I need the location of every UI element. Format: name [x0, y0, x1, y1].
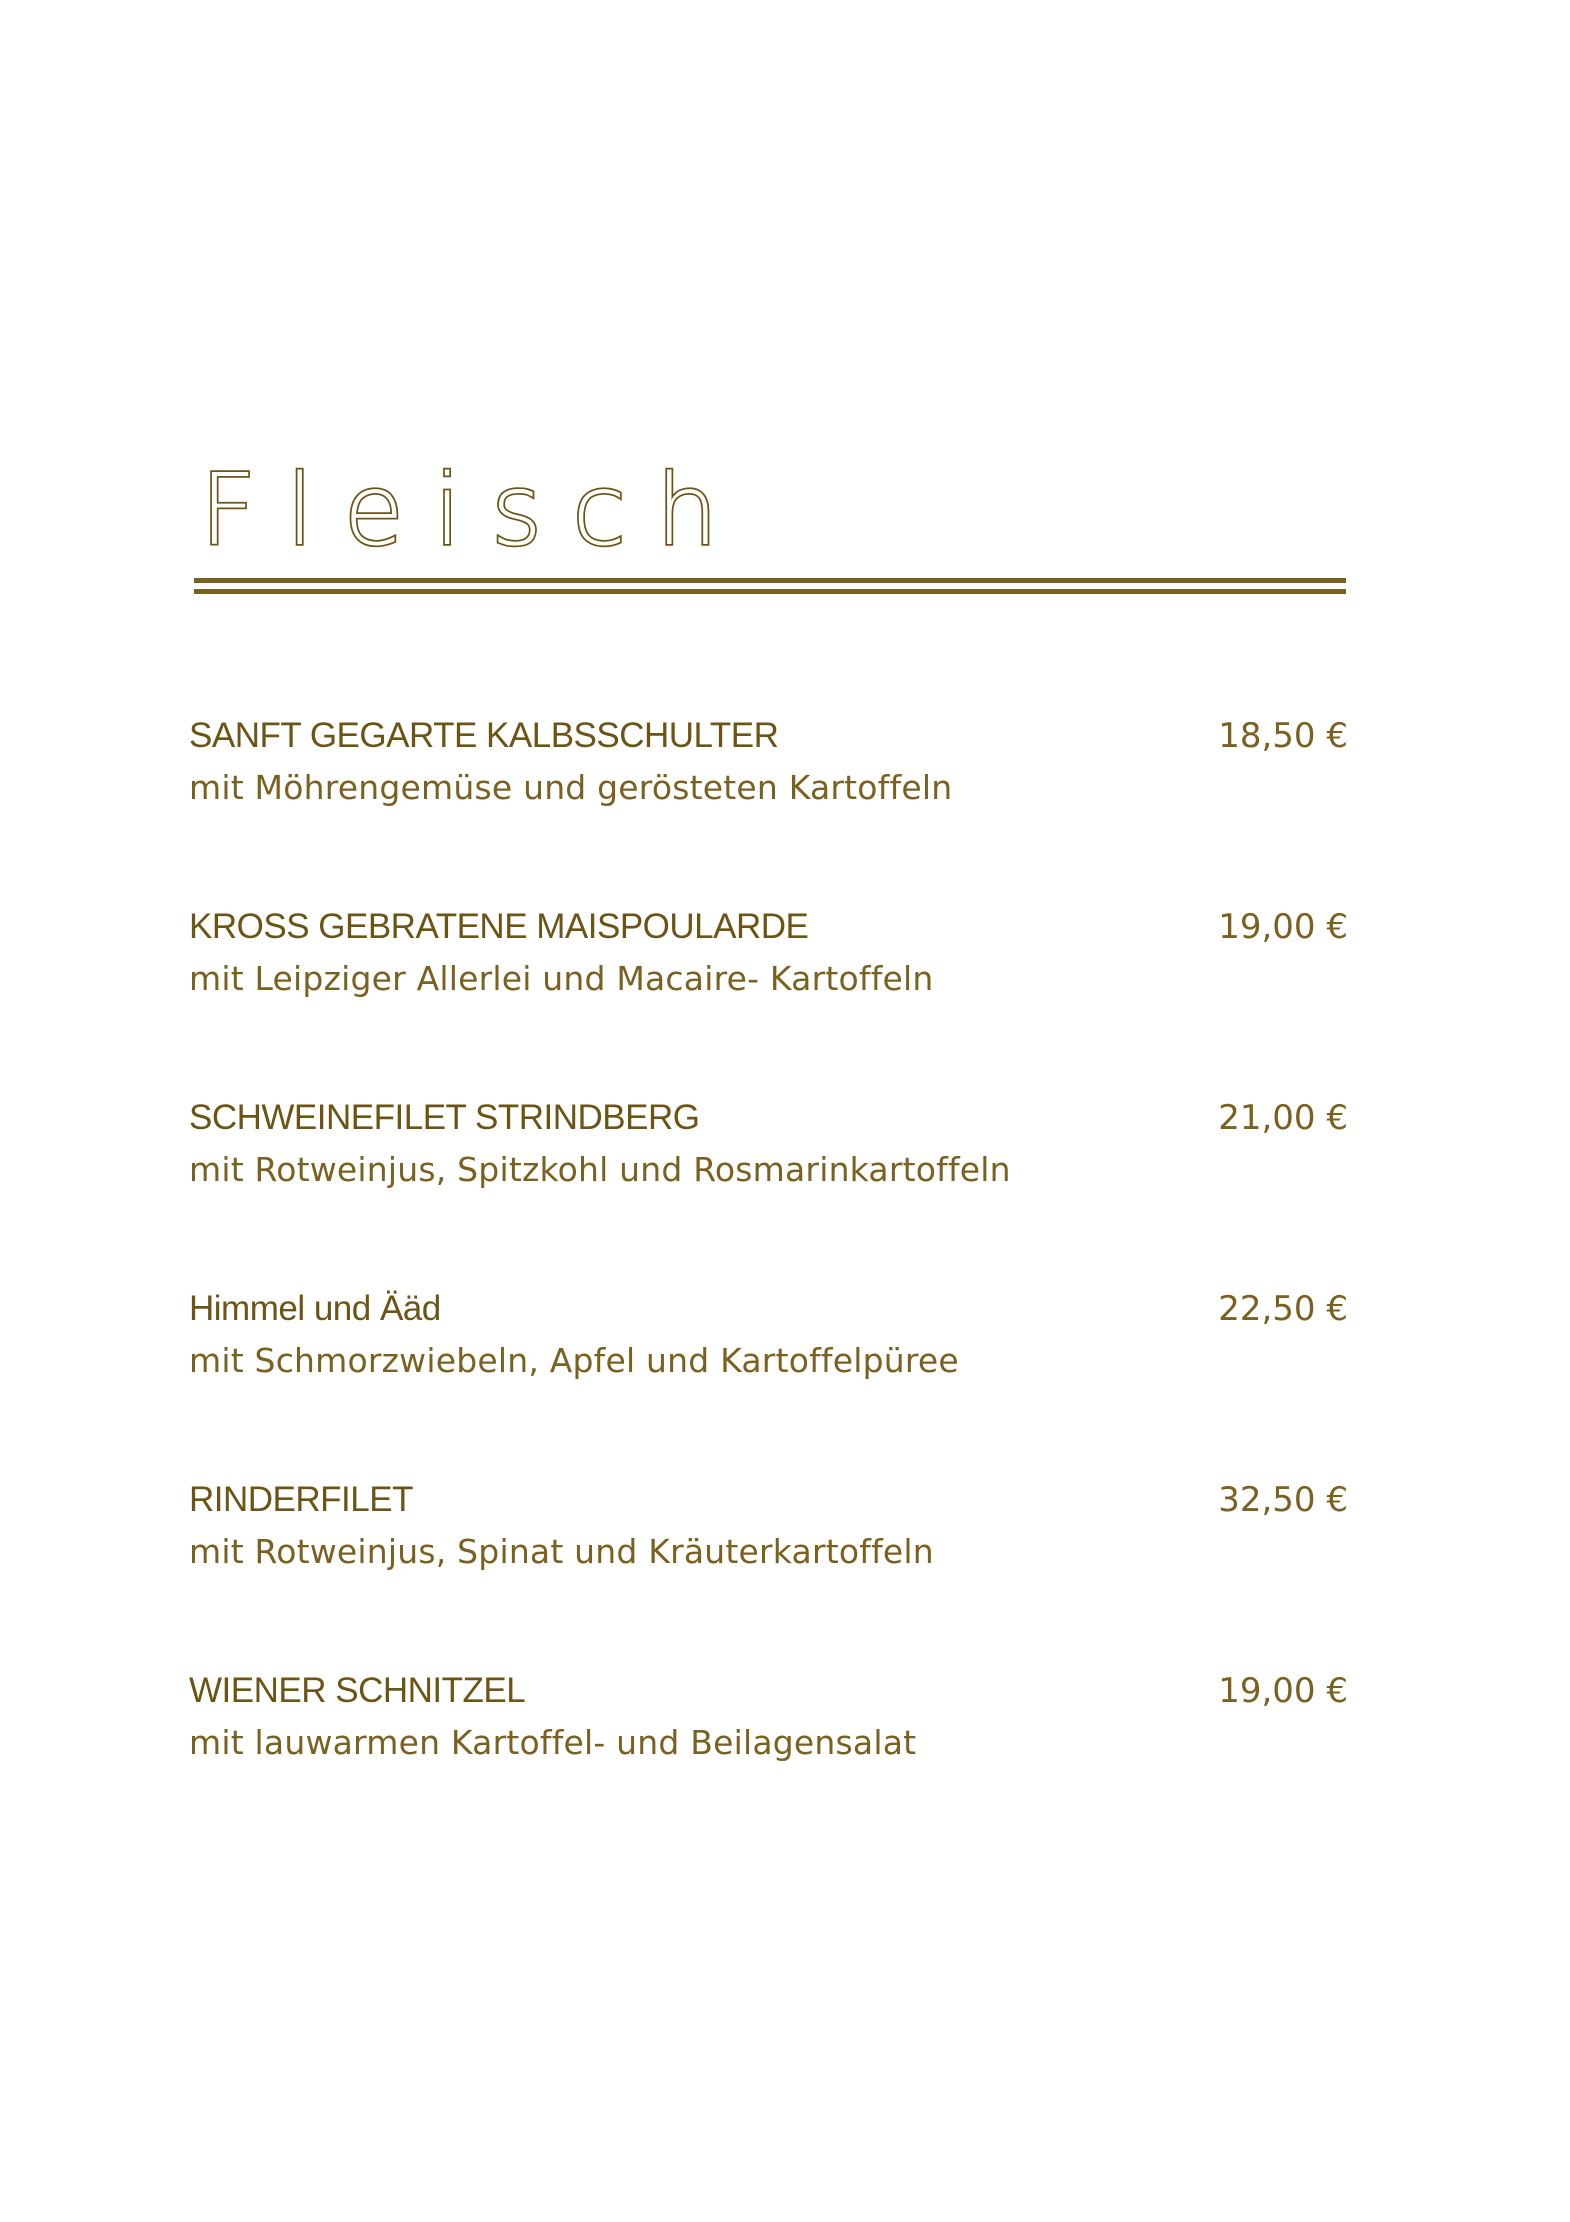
- dish-description: mit Rotweinjus, Spinat und Kräuterkartoffeln: [189, 1532, 934, 1571]
- dish-description: mit Rotweinjus, Spitzkohl und Rosmarinkartoffeln: [189, 1150, 1011, 1189]
- dish-name: RINDERFILET: [189, 1480, 413, 1519]
- dish-item: [189, 1086, 1348, 1276]
- dish-name: KROSS GEBRATENE MAISPOULARDE: [189, 907, 809, 946]
- dish-list: [189, 704, 1348, 1850]
- dish-name: Himmel und Ääd: [189, 1289, 441, 1328]
- title-divider-bottom: [194, 589, 1346, 594]
- dish-price: 19,00 €: [1218, 1671, 1348, 1711]
- title-divider-top: [194, 578, 1346, 583]
- dish-description: mit Leipziger Allerlei und Macaire- Kartoffeln: [189, 959, 934, 998]
- dish-item: [189, 895, 1348, 1085]
- dish-item: [189, 704, 1348, 894]
- dish-description: mit Möhrengemüse und gerösteten Kartoffeln: [189, 768, 953, 807]
- dish-item: [189, 1659, 1348, 1849]
- dish-description: mit Schmorzwiebeln, Apfel und Kartoffelpüree: [189, 1341, 959, 1380]
- dish-price: 18,50 €: [1218, 716, 1348, 756]
- dish-price: 21,00 €: [1218, 1098, 1348, 1138]
- dish-price: 19,00 €: [1218, 907, 1348, 947]
- section-title: Fleisch: [200, 454, 749, 568]
- dish-item: [189, 1277, 1348, 1467]
- dish-price: 32,50 €: [1218, 1480, 1348, 1520]
- dish-price: 22,50 €: [1218, 1289, 1348, 1329]
- dish-name: SANFT GEGARTE KALBSSCHULTER: [189, 716, 779, 755]
- dish-name: SCHWEINEFILET STRINDBERG: [189, 1098, 700, 1137]
- dish-name: WIENER SCHNITZEL: [189, 1671, 526, 1710]
- dish-description: mit lauwarmen Kartoffel- und Beilagensalat: [189, 1723, 917, 1762]
- dish-item: [189, 1468, 1348, 1658]
